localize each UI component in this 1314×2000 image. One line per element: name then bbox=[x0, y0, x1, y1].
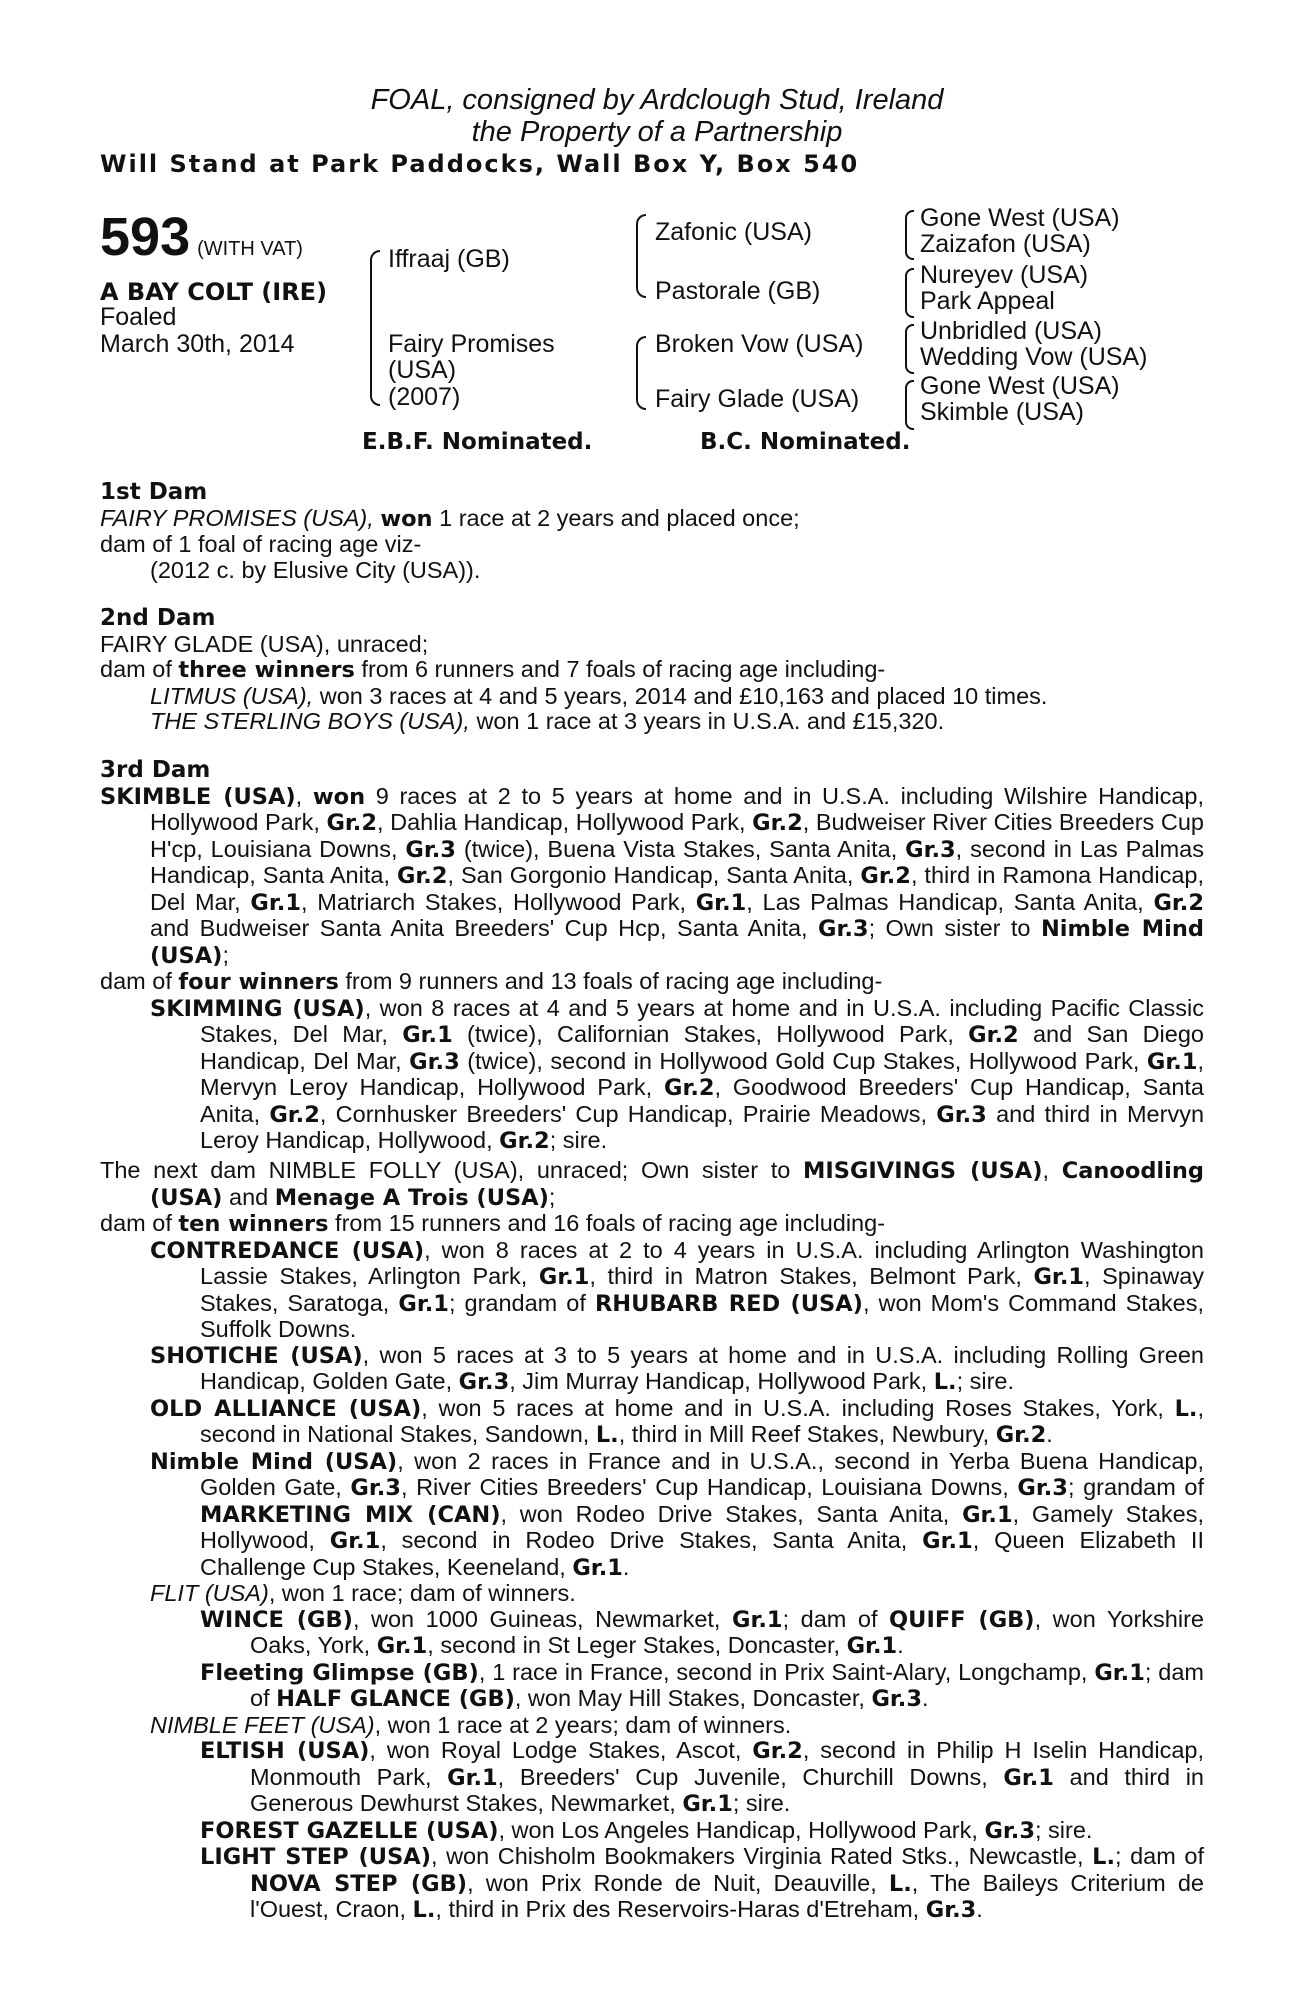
pedigree-g3-2: Zaizafon (USA) bbox=[920, 230, 1091, 258]
lot-number-line bbox=[100, 207, 303, 267]
shotiche-entry: SHOTICHE (USA), won 5 races at 3 to 5 years at home and in U.S.A. including Rolling Green Handicap, Golden Gate, Gr.3, Jim Murray Handicap, Hollywood Park, L.; sire. bbox=[150, 1341, 1204, 1395]
foaled-date: March 30th, 2014 bbox=[100, 330, 295, 358]
forest-gazelle-entry: FOREST GAZELLE (USA), won Los Angeles Handicap, Hollywood Park, Gr.3; sire. bbox=[200, 1816, 1093, 1844]
litmus-name: LITMUS (USA), bbox=[150, 682, 314, 709]
pedigree-dam-line3: (2007) bbox=[388, 383, 461, 411]
foaled-label: Foaled bbox=[100, 303, 177, 331]
eltish-entry: ELTISH (USA), won Royal Lodge Stakes, Ascot, Gr.2, second in Philip H Iselin Handicap, Monmouth Park, Gr.1, Breeders' Cup Juvenile, Churchill Downs, Gr.1 and third in Generous Dewhurst Stakes, Newmarket, Gr.1; sire. bbox=[200, 1737, 1204, 1817]
pedigree-g3-4: Park Appeal bbox=[920, 287, 1055, 315]
first-dam-foals: dam of 1 foal of racing age viz- bbox=[100, 531, 422, 557]
nimble-mind-entry: Nimble Mind (USA), won 2 races in France and in U.S.A., second in Yerba Buena Handicap, Golden Gate, Gr.3, River Cities Breeders' Cup Handicap, Louisiana Downs, Gr.3; grandam of MARKETING MIX (CAN), won Rodeo Drive Stakes, Santa Anita, Gr.1, Gamely Stakes, Hollywood, Gr.1, second in Rodeo Drive Stakes, Santa Anita, Gr.1, Queen Elizabeth II Challenge Cup Stakes, Keeneland, Gr.1. bbox=[150, 1447, 1204, 1581]
pedigree-g3-8: Skimble (USA) bbox=[920, 398, 1084, 426]
pedigree-dam-line2: (USA) bbox=[388, 356, 457, 384]
sterling-boys-name: THE STERLING BOYS (USA), bbox=[150, 708, 470, 734]
pedigree-g3-6: Wedding Vow (USA) bbox=[920, 343, 1148, 371]
pedigree-brace-dam bbox=[636, 336, 646, 410]
first-dam-heading: 1st Dam bbox=[100, 479, 208, 505]
pedigree-brace-g3-4 bbox=[905, 380, 914, 430]
header-property: the Property of a Partnership bbox=[471, 116, 843, 148]
first-dam-record: 1 race at 2 years and placed once; bbox=[432, 504, 800, 531]
pedigree-brace-g3-1 bbox=[905, 210, 914, 260]
first-dam-won: won bbox=[380, 505, 433, 532]
pedigree-dam-dam: Fairy Glade (USA) bbox=[655, 385, 860, 413]
pedigree-dam-line1: Fairy Promises bbox=[388, 330, 555, 358]
flit-entry: FLIT (USA), won 1 race; dam of winners. bbox=[150, 1580, 576, 1606]
pedigree-sire-dam: Pastorale (GB) bbox=[655, 277, 821, 305]
second-dam-of: dam of bbox=[100, 656, 179, 682]
third-dam-section bbox=[100, 757, 1204, 1155]
header-consignor: FOAL, consigned by Ardclough Stud, Ireland bbox=[370, 84, 944, 116]
fleeting-glimpse-entry: Fleeting Glimpse (GB), 1 race in France, second in Prix Saint-Alary, Longchamp, Gr.1; dam of HALF GLANCE (GB), won May Hill Stakes, Doncaster, Gr.3. bbox=[200, 1658, 1204, 1712]
pedigree-brace-g3-2 bbox=[905, 268, 914, 318]
pedigree-g3-3: Nureyev (USA) bbox=[920, 261, 1089, 289]
pedigree-sire: Iffraaj (GB) bbox=[388, 245, 510, 273]
pedigree-sire-sire: Zafonic (USA) bbox=[655, 218, 812, 246]
contredance-entry: CONTREDANCE (USA), won 8 races at 2 to 4 years in U.S.A. including Arlington Washington Lassie Stakes, Arlington Park, Gr.1, third in Matron Stakes, Belmont Park, Gr.1, Spinaway Stakes, Saratoga, Gr.1; grandam of RHUBARB RED (USA), won Mom's Command Stakes, Suffolk Downs. bbox=[150, 1236, 1205, 1342]
pedigree-dam-sire: Broken Vow (USA) bbox=[655, 330, 864, 358]
pedigree-brace-sire bbox=[636, 214, 646, 298]
litmus-record: won 3 races at 4 and 5 years, 2014 and £10,163 and placed 10 times. bbox=[313, 682, 1048, 709]
sterling-boys-record: won 1 race at 3 years in U.S.A. and £15,320. bbox=[469, 708, 945, 734]
pedigree-brace-main bbox=[370, 250, 380, 406]
old-alliance-entry: OLD ALLIANCE (USA), won 5 races at home and in U.S.A. including Roses Stakes, York, L., second in National Stakes, Sandown, L., third in Mill Reef Stakes, Newbury, Gr.2. bbox=[150, 1394, 1204, 1448]
first-dam-foal-2012: (2012 c. by Elusive City (USA)). bbox=[150, 556, 481, 583]
ebf-nominated: E.B.F. Nominated. bbox=[362, 429, 593, 455]
nimble-feet-entry: NIMBLE FEET (USA), won 1 race at 2 years; dam of winners. bbox=[150, 1711, 792, 1738]
second-dam-heading: 2nd Dam bbox=[100, 605, 216, 631]
vat-label: (WITH VAT) bbox=[197, 238, 303, 260]
wince-entry: WINCE (GB), won 1000 Guineas, Newmarket, Gr.1; dam of QUIFF (GB), won Yorkshire Oaks, York, Gr.1, second in St Leger Stakes, Doncaster, Gr.1. bbox=[200, 1605, 1204, 1659]
pedigree-brace-g3-3 bbox=[905, 324, 914, 374]
second-dam-section bbox=[100, 605, 1204, 735]
bc-nominated: B.C. Nominated. bbox=[700, 429, 911, 455]
skimble-foals: dam of four winners from 9 runners and 13 foals of racing age including- bbox=[100, 968, 883, 995]
third-dam-heading: 3rd Dam bbox=[100, 757, 211, 783]
next-dam-section bbox=[100, 1158, 1204, 1924]
nimble-folly-foals: dam of ten winners from 15 runners and 16 foals of racing age including- bbox=[100, 1210, 886, 1237]
nimble-folly-entry: The next dam NIMBLE FOLLY (USA), unraced; Own sister to MISGIVINGS (USA), Canoodling (USA) and Menage A Trois (USA); bbox=[100, 1157, 1204, 1211]
pedigree-g3-7: Gone West (USA) bbox=[920, 372, 1120, 400]
lot-number: 593 bbox=[100, 207, 191, 267]
skimble-entry: SKIMBLE (USA), won 9 races at 2 to 5 years at home and in U.S.A. including Wilshire Handicap, Hollywood Park, Gr.2, Dahlia Handicap, Hollywood Park, Gr.2, Budweiser River Cities Breeders Cup H'cp, Louisiana Downs, Gr.3 (twice), Buena Vista Stakes, Santa Anita, Gr.3, second in Las Palmas Handicap, Santa Anita, Gr.2, San Gorgonio Handicap, Santa Anita, Gr.2, third in Ramona Handicap, Del Mar, Gr.1, Matriarch Stakes, Hollywood Park, Gr.1, Las Palmas Handicap, Santa Anita, Gr.2 and Budweiser Santa Anita Breeders' Cup Hcp, Santa Anita, Gr.3; Own sister to Nimble Mind (USA); bbox=[100, 782, 1205, 969]
second-dam-winners: three winners bbox=[178, 657, 355, 683]
light-step-entry: LIGHT STEP (USA), won Chisholm Bookmakers Virginia Rated Stks., Newcastle, L.; dam of NOVA STEP (GB), won Prix Ronde de Nuit, Deauville, L., The Baileys Criterium de l'Ouest, Craon, L., third in Prix des Reservoirs-Haras d'Etreham, Gr.3. bbox=[200, 1843, 1204, 1923]
lot-title: A BAY COLT (IRE) bbox=[100, 278, 328, 306]
second-dam-runners: from 6 runners and 7 foals of racing age including- bbox=[354, 656, 886, 682]
header-box: Will Stand at Park Paddocks, Wall Box Y, Box 540 bbox=[100, 150, 860, 178]
first-dam-section bbox=[100, 479, 1204, 583]
first-dam-name: FAIRY PROMISES (USA), bbox=[100, 504, 374, 531]
pedigree-g3-5: Unbridled (USA) bbox=[920, 317, 1103, 345]
skimming-entry: SKIMMING (USA), won 8 races at 4 and 5 years at home and in U.S.A. including Pacific Classic Stakes, Del Mar, Gr.1 (twice), Californian Stakes, Hollywood Park, Gr.2 and San Diego Handicap, Del Mar, Gr.3 (twice), second in Hollywood Gold Cup Stakes, Hollywood Park, Gr.1, Mervyn Leroy Handicap, Hollywood Park, Gr.2, Goodwood Breeders' Cup Handicap, Santa Anita, Gr.2, Cornhusker Breeders' Cup Handicap, Prairie Meadows, Gr.3 and third in Mervyn Leroy Handicap, Hollywood, Gr.2; sire. bbox=[150, 994, 1205, 1154]
second-dam-name: FAIRY GLADE (USA), unraced; bbox=[100, 630, 429, 657]
pedigree-g3-1: Gone West (USA) bbox=[920, 204, 1120, 232]
